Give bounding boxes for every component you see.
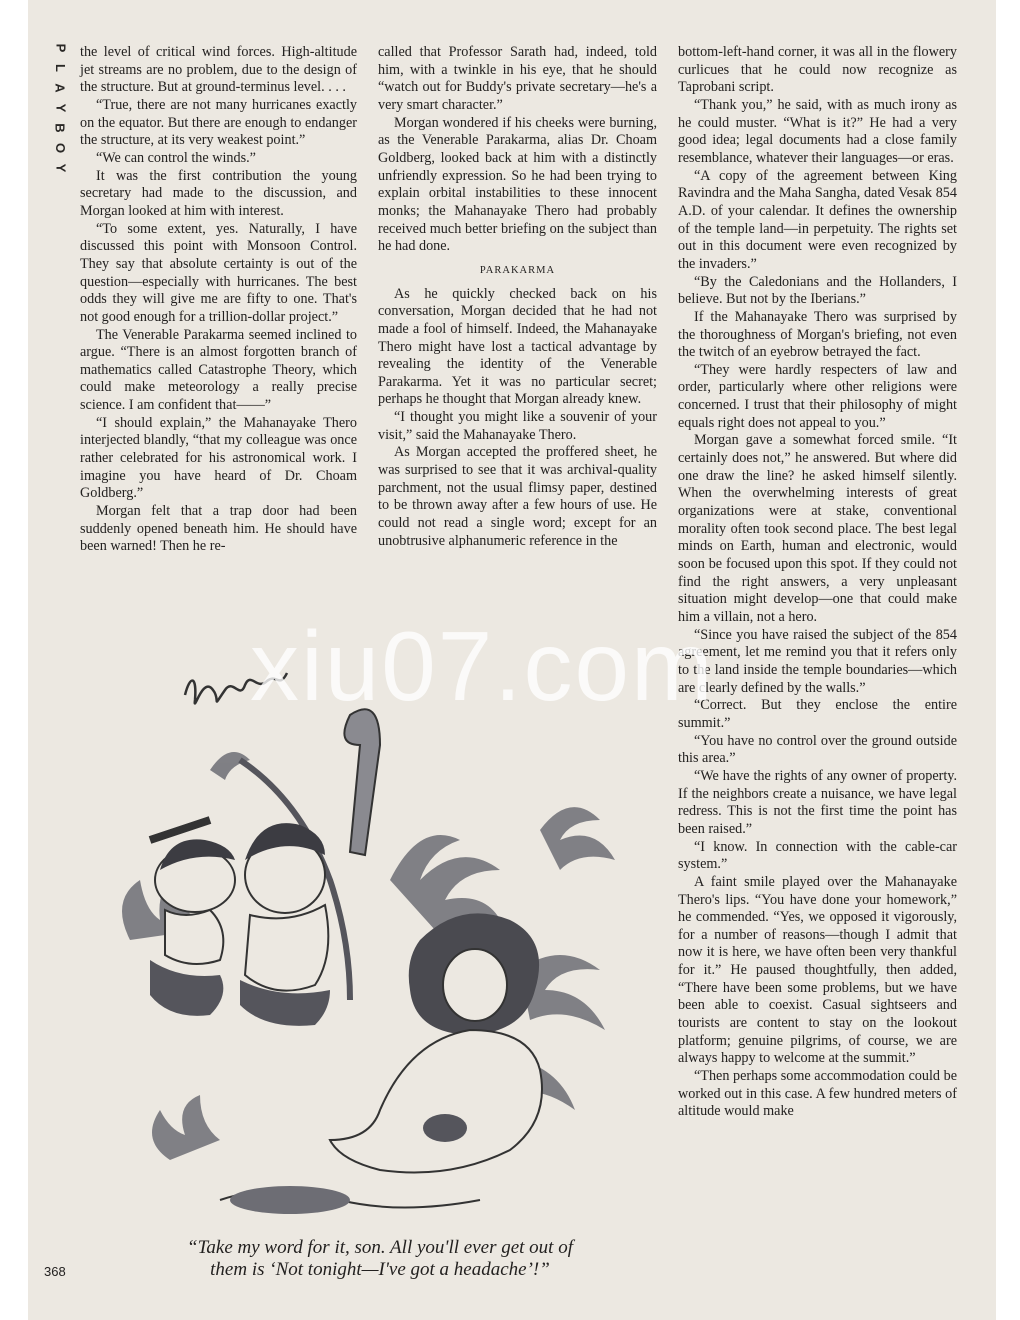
paragraph: Morgan wondered if his cheeks were burning, as the Venerable Parakarma, alias Dr. Choam Goldberg, looked back at him with a distinctly unfriendly expression. So he had been trying to explain orbital instabilities to these innocent monks; the Mahanayake Thero had probably received much better briefing on the subject than he had done. (378, 114, 657, 255)
paragraph: It was the first contribution the young secretary had made to the discussion, and Morgan looked at him with interest. (80, 167, 357, 219)
paragraph: If the Mahanayake Thero was surprised by the thoroughness of Morgan's briefing, not even the twitch of an eyebrow betrayed the fact. (678, 308, 957, 361)
cartoon-illustration (90, 640, 660, 1230)
paragraph: “I know. In connection with the cable-car system.” (678, 838, 957, 873)
paragraph: the level of critical wind forces. High-altitude jet streams are no problem, due to the design of the structure. But at ground-terminus level. . . . (80, 44, 357, 96)
paragraph: “A copy of the agreement between King Ravindra and the Maha Sangha, dated Vesak 854 A.D. of your calendar. It defines the ownership of the temple land—in perpetuity. The rights set out in this document were even recognized by the invaders.” (678, 167, 957, 272)
caveman-club (240, 709, 380, 1026)
paragraph: “We can control the winds.” (96, 149, 256, 166)
page-number: 368 (44, 1264, 66, 1279)
paragraph: As Morgan accepted the proffered sheet, he was surprised to see that it was archival-quality parchment, not the usual flimsy paper, destined to be thrown away after a few hours of use. He could not read a single word; except for an unobtrusive alphanumeric reference in the (378, 444, 657, 549)
paragraph: called that Professor Sarath had, indeed, told him, with a twinkle in his eye, that he should “watch out for Buddy's private secretary—he's a very smart character.” (378, 44, 657, 113)
tag-letter: A (52, 83, 68, 93)
paragraph: As he quickly checked back on his conversation, Morgan decided that he had not made a fool of himself. Indeed, the Mahanayake Thero might have lost a tactical advantage by revealing the identity of the Venerable Parakarma. Yet it was no particular secret; perhaps he thought that Morgan already knew. (378, 285, 657, 408)
paragraph: A faint smile played over the Mahanayake Thero's lips. “You have done your homework,” he commended. “Yes, we opposed it vigorously, for a number of reasons—though I admit that now it is here, we have often been very thankful for it.” He paused thoughtfully, then added, “There have been some problems, but we have been able to coexist. Casual sightseers and tourists are content to stay on the lookout platform; genuine pilgrims, of course, we are always happy to welcome at the summit.” (678, 873, 957, 1067)
paragraph: “Since you have raised the subject of the 854 agreement, let me remind you that it refers only to the land inside the temple boundaries—which are clearly defined by the walls.” (678, 626, 957, 696)
tag-letter: O (53, 142, 68, 154)
tag-letter: Y (52, 163, 68, 173)
paragraph: “I should explain,” the Mahanayake Thero interjected blandly, “that my colleague was once rather celebrated for his astronomical work. I imagine you have heard of Dr. Choam Goldberg.” (80, 414, 357, 502)
paragraph: “Correct. But they enclose the entire summit.” (678, 697, 957, 731)
tag-letter: Y (52, 103, 68, 113)
paragraph: Morgan gave a somewhat forced smile. “It certainly does not,” he answered. But where did one draw the line? he asked himself silently. When the overwhelming interests of great organizations were at stake, conventional morality often took second place. The best legal minds on Earth, human and electronic, would soon be focused upon this spot. If they could not find the right answers, a very unpleasant situation might develop—one that could make him a villain, not a hero. (678, 432, 957, 625)
text-column-2 (378, 44, 657, 550)
left-margin (0, 0, 28, 1320)
text-column-3 (678, 44, 957, 1121)
paragraph: bottom-left-hand corner, it was all in the flowery curlicues that he could now recognize as Taprobani script. (678, 44, 957, 96)
watermark: xiu07.com (250, 611, 715, 721)
paragraph: “You have no control over the ground outside this area.” (678, 732, 957, 767)
paragraph: “By the Caledonians and the Hollanders, I believe. But not by the Iberians.” (678, 273, 957, 308)
paragraph: “I thought you might like a souvenir of your visit,” said the Mahanayake Thero. (378, 409, 657, 443)
paragraph: “We have the rights of any owner of property. If the neighbors create a nuisance, we have legal redress. This is not the first time the point has been raised.” (678, 767, 957, 837)
magazine-running-tag (50, 40, 70, 176)
cavewoman (330, 913, 542, 1172)
tag-letter: P (52, 43, 68, 53)
tag-letter: L (52, 64, 68, 72)
tag-letter: B (52, 123, 68, 133)
caption-line: them is ‘Not tonight—I've got a headache’!” (210, 1259, 550, 1280)
paragraph: “Then perhaps some accommodation could be worked out in this case. A few hundred meters of altitude would make (678, 1068, 957, 1120)
text-column-1 (80, 44, 357, 556)
paragraph: “To some extent, yes. Naturally, I have discussed this point with Monsoon Control. They say that absolute certainty is out of the question—especially with hurricanes. The best odds they will give me are fifty to one. That's not good enough for a trillion-dollar project.” (80, 220, 357, 325)
right-margin (996, 0, 1020, 1320)
paragraph: “Thank you,” he said, with as much irony as he could muster. “What is it?” He had a very good idea; legal documents had a close family resemblance, whatever their languages—or eras. (678, 96, 957, 166)
paragraph: “True, there are not many hurricanes exactly on the equator. But there are enough to endanger the structure, at its very weakest point.” (80, 96, 357, 149)
caption-line: “Take my word for it, son. All you'll ever get out of (187, 1237, 573, 1258)
paragraph: “They were hardly respecters of law and order, particularly where other religions were concerned. I trust that their philosophy of might equals right does not appeal to you.” (678, 361, 957, 431)
section-heading: PARAKARMA (479, 264, 556, 276)
paragraph: Morgan felt that a trap door had been suddenly opened beneath him. He should have been warned! Then he re- (80, 503, 357, 555)
paragraph: The Venerable Parakarma seemed inclined to argue. “There is an almost forgotten branch of mathematics called Catastrophe Theory, which could make meteorology a really precise science. I am confident that——” (80, 326, 357, 414)
cartoon-caption (130, 1237, 630, 1281)
